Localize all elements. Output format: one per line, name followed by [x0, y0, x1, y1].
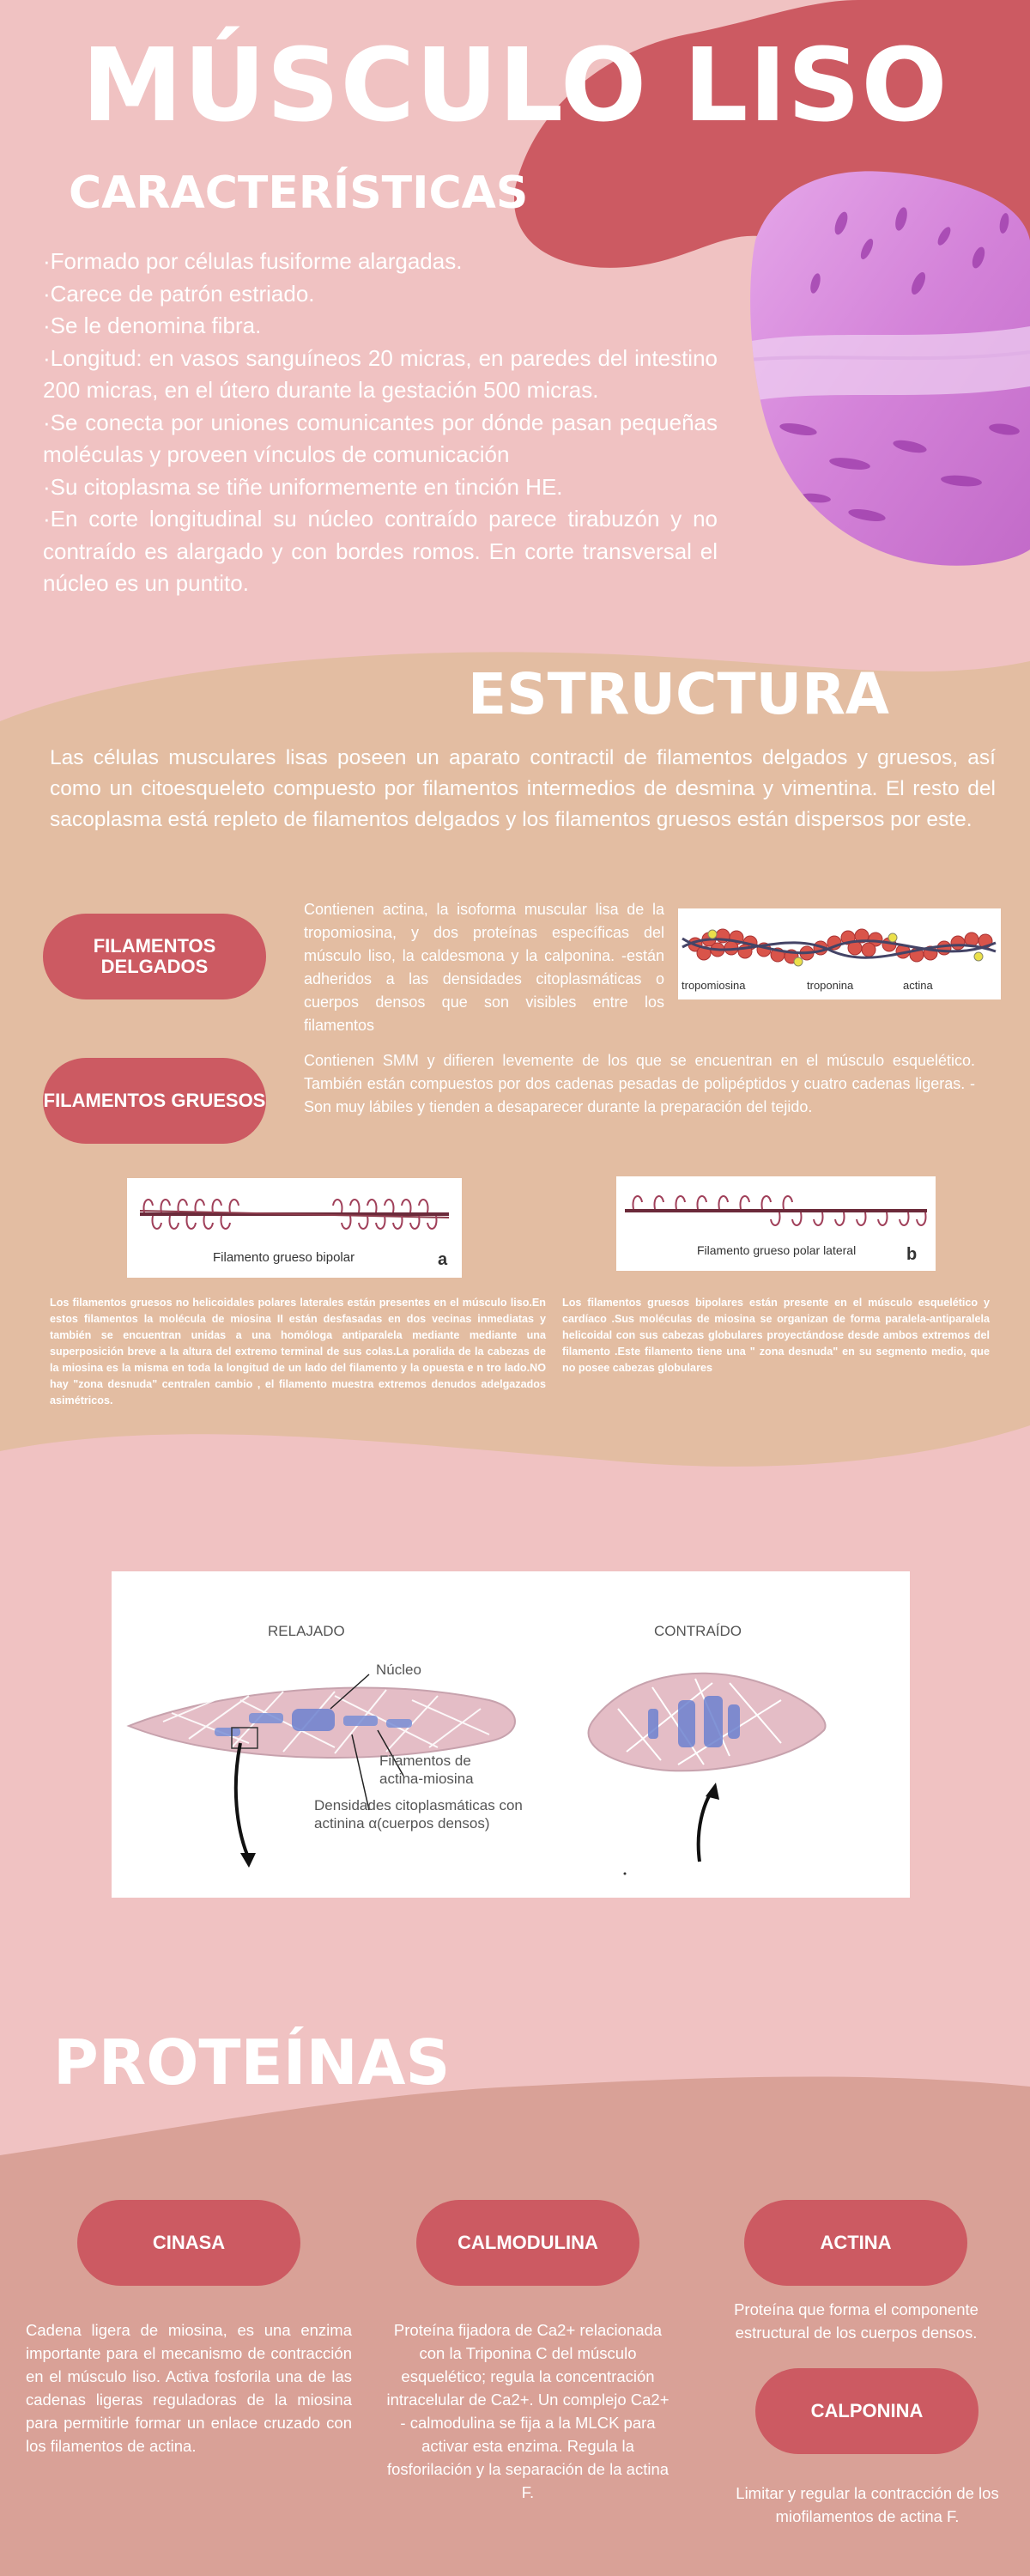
figure-b-caption: Filamento grueso polar lateral	[697, 1243, 857, 1257]
actina-pill: ACTINA	[744, 2200, 967, 2286]
filamentos-gruesos-pill: FILAMENTOS GRUESOS	[43, 1058, 266, 1144]
filamentos-delgados-text: Contienen actina, la isoforma muscular lisa de la tropomiosina, y dos proteínas específicas del músculo liso, la caldesmona y la calponina. -están adheridos a las densidades citoplasmáticas o cuerpos densos que son visibles entre los filamentos	[304, 901, 664, 1034]
filamentos-delgados-pill: FILAMENTOS DELGADOS	[43, 914, 266, 999]
bullet-item: ·En corte longitudinal su núcleo contraído parece tirabuzón y no contraído es alargado y con bordes romos. En corte transversal el núcleo es un puntito.	[43, 506, 718, 596]
figure-a-letter: a	[438, 1250, 448, 1269]
calmodulina-pill: CALMODULINA	[416, 2200, 639, 2286]
page-title: MÚSCULO LISO	[82, 26, 948, 144]
estructura-heading: ESTRUCTURA	[468, 661, 890, 727]
actin-filament-diagram	[678, 908, 1001, 999]
bullet-item: ·Formado por células fusiforme alargadas.	[43, 248, 463, 274]
histology-image	[738, 163, 1030, 575]
smooth-muscle-cell-diagram	[112, 1571, 910, 1898]
caracteristicas-heading: CARACTERÍSTICAS	[69, 167, 529, 219]
figure-a-bipolar	[127, 1178, 462, 1278]
diagram-label-troponina: troponina	[807, 979, 854, 992]
filamentos-gruesos-text: Contienen SMM y difieren levemente de los que se encuentran en el músculo esquelético. También están compuestos por dos cadenas pesadas de polipéptidos y cuatro cadenas ligeras. -Son muy lábiles y tienden a desaparecer durante la preparación del tejido.	[304, 1052, 975, 1115]
calponina-text: Limitar y regular la contracción de los miofilamentos de actina F.	[736, 2484, 999, 2525]
bullet-item: ·Su citoplasma se tiñe uniformemente en tinción HE.	[43, 473, 563, 500]
label-nucleo: Núcleo	[376, 1662, 421, 1678]
figure-b-letter: b	[906, 1245, 918, 1264]
note-polar-lateral: Los filamentos gruesos no helicoidales polares laterales están presentes en el músculo liso.En estos filamentos la molécula de miosina II están desfasadas en dos vecinas inmediatas y también se encuentran unidas a una homóloga antiparalela mediante mediante una superposición breve a la altura del extremo terminal de sus colas.La poralida de la cabezas de la miosina es la misma en toda la longitud de un lado del filamento y la opuesta e n tro lado.NO hay "zona desnuda" centralen cambio , el filamento muestra extremos denudos adelgazados asimétricos.	[50, 1297, 546, 1406]
figure-a-caption: Filamento grueso bipolar	[213, 1250, 355, 1265]
bullet-item: ·Carece de patrón estriado.	[43, 280, 315, 307]
label-relajado: RELAJADO	[268, 1623, 345, 1639]
label-filamentos: Filamentos de actina-miosina	[379, 1753, 474, 1787]
calponina-pill: CALPONINA	[755, 2368, 978, 2454]
estructura-intro: Las células musculares lisas poseen un aparato contractil de filamentos delgados y gruesos, así como un citoesqueleto compuesto por filamentos intermedios de desmina y vimentina. El resto del sacoplasma está repleto de filamentos delgados y los filamentos gruesos están dispersos por este.	[50, 746, 996, 831]
figure-b-lateral	[616, 1176, 936, 1271]
bullet-item: ·Se conecta por uniones comunicantes por dónde pasan pequeñas moléculas y proveen vínculos de comunicación	[43, 409, 718, 467]
cinasa-pill: CINASA	[77, 2200, 300, 2286]
actina-text: Proteína que forma el componente estructural de los cuerpos densos.	[734, 2300, 978, 2342]
cinasa-text: Cadena ligera de miosina, es una enzima importante para el mecanismo de contracción en el músculo liso. Activa fosforila una de las cadenas ligeras reguladoras de la miosina para permitirle formar un enlace cruzado con los filamentos de actina.	[26, 2321, 352, 2455]
diagram-label-actina: actina	[903, 979, 933, 992]
bullet-item: ·Longitud: en vasos sanguíneos 20 micras, en paredes del intestino 200 micras, en el útero durante la gestación 500 micras.	[43, 344, 718, 403]
proteinas-heading: PROTEÍNAS	[53, 2026, 451, 2099]
caracteristicas-list	[43, 246, 718, 600]
note-bipolar: Los filamentos gruesos bipolares están presente en el músculo esquelético y cardíaco .Sus moléculas de miosina se organizan de forma paralela-antiparalela helicoidal con sus cabezas globulares proyectándose desde ambos extremos del filamento .Este filamento tiene una " zona desnuda" en su segmento medio, que no posee cabezas globulares	[562, 1297, 990, 1374]
label-contraido: CONTRAÍDO	[654, 1623, 742, 1639]
calmodulina-text: Proteína fijadora de Ca2+ relacionada con la Triponina C del músculo esquelético; regula la concentración intracelular de Ca2+. Un complejo Ca2+ - calmodulina se fija a la MLCK para activar esta enzima. Regula la fosforilación y la separación de la actina F.	[386, 2321, 670, 2501]
diagram-label-tropomiosina: tropomiosina	[682, 979, 746, 992]
label-densidades: Densidades citoplasmáticas con actinina α(cuerpos densos)	[314, 1797, 523, 1832]
bullet-item: ·Se le denomina fibra.	[43, 313, 262, 338]
